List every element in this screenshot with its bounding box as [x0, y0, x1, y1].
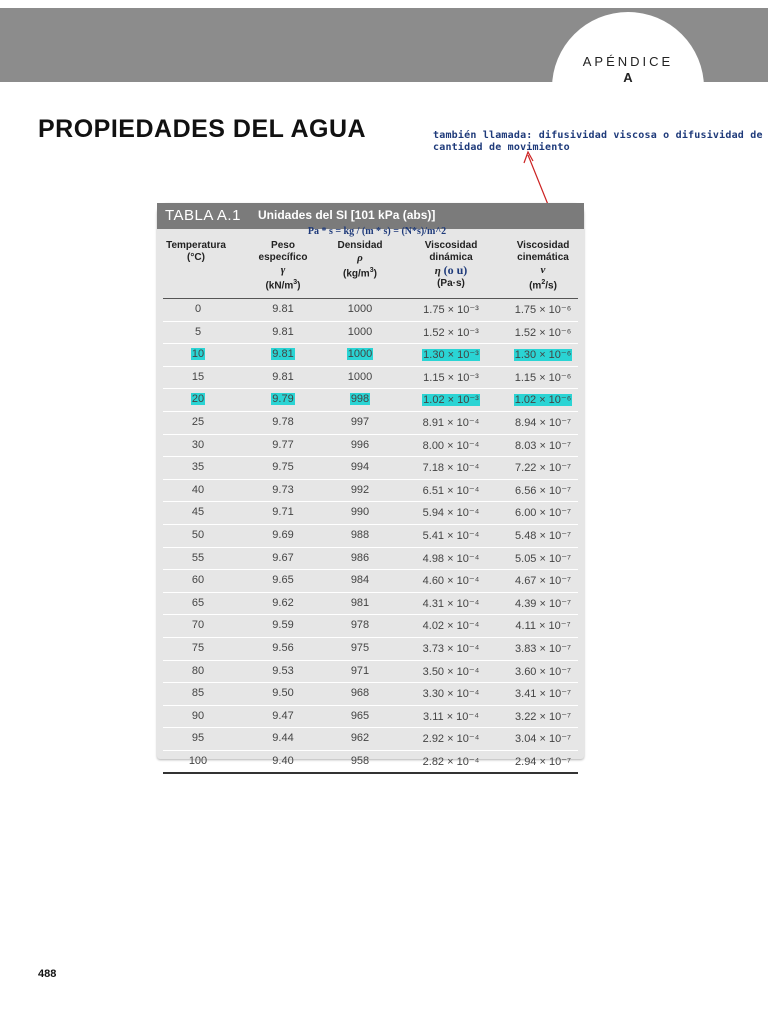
- cell-value: 958: [350, 754, 370, 767]
- table-cell: [243, 552, 323, 564]
- cell-value: 8.91 × 10⁻⁴: [422, 416, 480, 429]
- table-row: [163, 502, 578, 525]
- cell-value: 5.94 × 10⁻⁴: [422, 507, 480, 520]
- cell-value: 997: [350, 415, 370, 428]
- cell-value: 9.59: [272, 619, 294, 632]
- table-cell: [243, 755, 323, 767]
- cell-value: 965: [350, 709, 370, 722]
- table-cell: [163, 348, 233, 360]
- table-cell: [406, 416, 496, 429]
- cell-value: 2.94 × 10⁻⁷: [515, 755, 571, 768]
- cell-value: 9.65: [272, 574, 294, 587]
- cell-value: 1000: [347, 348, 373, 361]
- table-cell: [163, 710, 233, 722]
- table-cell: [320, 326, 400, 338]
- cell-value: 65: [191, 596, 205, 609]
- nu-symbol: ν: [540, 264, 546, 276]
- table-cell: [503, 303, 583, 316]
- cell-value: 80: [191, 664, 205, 677]
- cell-value: 100: [188, 754, 208, 767]
- table-cell: [503, 574, 583, 587]
- cell-value: 1.02 × 10⁻³: [423, 394, 479, 407]
- cell-value: 55: [191, 551, 205, 564]
- cell-value: 45: [191, 506, 205, 519]
- table-row: [163, 480, 578, 503]
- page-title: PROPIEDADES DEL AGUA: [38, 115, 367, 143]
- cell-value: 10: [191, 348, 205, 361]
- table-cell: [320, 461, 400, 473]
- cell-value: 990: [350, 506, 370, 519]
- col-header-peso: Peso específico γ $(kN/m^3)$: [258, 240, 308, 292]
- table-row: [163, 299, 578, 322]
- table-cell: [320, 506, 400, 518]
- page-number: 488: [38, 968, 57, 980]
- cell-value: 3.04 × 10⁻⁷: [515, 733, 571, 746]
- table-cell: [406, 461, 496, 474]
- table-cell: [406, 529, 496, 542]
- table-cell: [503, 506, 583, 519]
- table-cell: [320, 574, 400, 586]
- table-cell: [503, 371, 583, 384]
- table-cell: [503, 597, 583, 610]
- cell-value: 3.22 × 10⁻⁷: [515, 710, 571, 723]
- cell-value: 6.00 × 10⁻⁷: [515, 507, 571, 520]
- table-cell: [243, 687, 323, 699]
- units-formula: Pa * s = kg / (m * s) = (N*s)/m^2: [307, 226, 447, 237]
- gamma-symbol: γ: [280, 264, 286, 276]
- col-header-viscosidad-dinamica: Viscosidad dinámica η (o u) (Pa·s): [424, 240, 478, 289]
- table-cell: [320, 484, 400, 496]
- cell-value: 981: [350, 596, 370, 609]
- cell-value: 50: [191, 528, 205, 541]
- cell-value: 971: [350, 664, 370, 677]
- table-cell: [320, 348, 400, 360]
- table-row: [163, 389, 578, 412]
- cell-value: 6.56 × 10⁻⁷: [515, 484, 571, 497]
- cell-value: 1.15 × 10⁻³: [423, 371, 479, 384]
- table-cell: [163, 303, 233, 315]
- eta-symbol: η: [434, 265, 441, 277]
- cell-value: 1000: [347, 370, 373, 383]
- cell-value: 4.39 × 10⁻⁷: [515, 597, 571, 610]
- table-cell: [320, 552, 400, 564]
- cell-value: 40: [191, 483, 205, 496]
- table-row: [163, 728, 578, 751]
- table-cell: [163, 439, 233, 451]
- cell-value: 7.18 × 10⁻⁴: [422, 462, 480, 475]
- table-row: [163, 593, 578, 616]
- table-cell: [406, 393, 496, 406]
- table-cell: [243, 348, 323, 360]
- cell-value: 30: [191, 438, 205, 451]
- cell-value: 1000: [347, 325, 373, 338]
- table-cell: [243, 393, 323, 405]
- cell-value: 9.78: [272, 415, 294, 428]
- cell-value: 5.48 × 10⁻⁷: [515, 529, 571, 542]
- table-cell: [406, 326, 496, 339]
- table-cell: [406, 348, 496, 361]
- cell-value: 90: [191, 709, 205, 722]
- table-cell: [406, 371, 496, 384]
- table-cell: [406, 597, 496, 610]
- cell-value: 1.30 × 10⁻⁶: [514, 349, 572, 362]
- table-cell: [243, 529, 323, 541]
- cell-value: 8.00 × 10⁻⁴: [422, 439, 480, 452]
- table-cell: [503, 687, 583, 700]
- table-cell: [320, 393, 400, 405]
- cell-value: 994: [350, 461, 370, 474]
- table-cell: [163, 755, 233, 767]
- table-cell: [163, 326, 233, 338]
- cell-value: 986: [350, 551, 370, 564]
- cell-value: 1.02 × 10⁻⁶: [514, 394, 572, 407]
- cell-value: 1.75 × 10⁻³: [423, 304, 479, 316]
- table-cell: [243, 732, 323, 744]
- table-cell: [163, 642, 233, 654]
- table-cell: [320, 303, 400, 315]
- cell-value: 0: [194, 303, 202, 315]
- table-cell: [163, 687, 233, 699]
- table-row: [163, 706, 578, 729]
- cell-value: 5.41 × 10⁻⁴: [422, 529, 480, 542]
- annotation-extra: (o u): [443, 263, 468, 277]
- table-cell: [320, 416, 400, 428]
- cell-value: 4.98 × 10⁻⁴: [422, 552, 480, 565]
- cell-value: 9.53: [272, 664, 294, 677]
- table-row: [163, 344, 578, 367]
- table-cell: [406, 642, 496, 655]
- cell-value: 984: [350, 574, 370, 587]
- cell-value: 3.83 × 10⁻⁷: [515, 642, 571, 655]
- cell-value: 4.11 × 10⁻⁷: [515, 620, 571, 633]
- table-cell: [163, 461, 233, 473]
- table-cell: [320, 665, 400, 677]
- table-cell: [503, 710, 583, 723]
- table-cell: [163, 416, 233, 428]
- cell-value: 968: [350, 687, 370, 700]
- cell-value: 9.67: [272, 551, 294, 564]
- cell-value: 9.56: [272, 641, 294, 654]
- table-cell: [243, 619, 323, 631]
- table-cell: [243, 326, 323, 338]
- table-cell: [503, 484, 583, 497]
- cell-value: 4.60 × 10⁻⁴: [422, 575, 480, 588]
- table-body: [163, 299, 578, 774]
- table-cell: [163, 597, 233, 609]
- cell-value: 9.40: [272, 754, 294, 767]
- table-cell: [406, 303, 496, 316]
- table-cell: [320, 642, 400, 654]
- cell-value: 9.69: [272, 528, 294, 541]
- cell-value: 1.30 × 10⁻³: [423, 349, 479, 362]
- table-cell: [406, 484, 496, 497]
- table-cell: [243, 574, 323, 586]
- table-row: [163, 322, 578, 345]
- cell-value: 9.73: [272, 483, 294, 496]
- cell-value: 95: [191, 732, 205, 745]
- cell-value: 3.41 × 10⁻⁷: [515, 688, 571, 701]
- table-cell: [406, 506, 496, 519]
- cell-value: 8.03 × 10⁻⁷: [515, 439, 571, 452]
- cell-value: 2.92 × 10⁻⁴: [422, 733, 480, 746]
- table-cell: [320, 732, 400, 744]
- table-cell: [163, 732, 233, 744]
- cell-value: 35: [191, 461, 205, 474]
- table-cell: [163, 484, 233, 496]
- table-cell: [320, 529, 400, 541]
- cell-value: 9.81: [272, 303, 294, 315]
- table-cell: [320, 439, 400, 451]
- table-cell: [163, 506, 233, 518]
- table-cell: [163, 574, 233, 586]
- table-cell: [406, 619, 496, 632]
- cell-value: 9.47: [272, 709, 294, 722]
- table-row: [163, 548, 578, 571]
- table-cell: [406, 710, 496, 723]
- appendix-label: APÉNDICE: [582, 54, 674, 69]
- cell-value: 9.81: [272, 370, 294, 383]
- table-cell: [243, 665, 323, 677]
- cell-value: 5.05 × 10⁻⁷: [515, 552, 571, 565]
- table-row: [163, 638, 578, 661]
- table-row: [163, 412, 578, 435]
- annotation-note: también llamada: difusividad viscosa o difusividad de cantidad de movimiento: [433, 130, 763, 153]
- table-cell: [243, 416, 323, 428]
- appendix-letter: A: [623, 70, 633, 85]
- table-row: [163, 683, 578, 706]
- table-cell: [503, 552, 583, 565]
- table-cell: [503, 416, 583, 429]
- table-cell: [503, 732, 583, 745]
- cell-value: 20: [191, 393, 205, 406]
- table-cell: [503, 326, 583, 339]
- rho-symbol: ρ: [357, 252, 363, 264]
- cell-value: 3.30 × 10⁻⁴: [422, 688, 480, 701]
- table-cell: [243, 371, 323, 383]
- table-cell: [406, 665, 496, 678]
- table-cell: [163, 552, 233, 564]
- cell-value: 998: [350, 393, 370, 406]
- cell-value: 6.51 × 10⁻⁴: [422, 484, 480, 497]
- col-header-densidad: Densidad ρ $(kg/m^3)$: [337, 240, 383, 280]
- cell-value: 1.15 × 10⁻⁶: [514, 371, 572, 384]
- table-row: [163, 615, 578, 638]
- table-cell: [320, 710, 400, 722]
- cell-value: 3.73 × 10⁻⁴: [422, 642, 480, 655]
- table-cell: [503, 642, 583, 655]
- cell-value: 1000: [347, 303, 373, 315]
- cell-value: 60: [191, 574, 205, 587]
- table-id: TABLA A.1: [165, 207, 241, 224]
- table-cell: [320, 755, 400, 767]
- cell-value: 85: [191, 687, 205, 700]
- col-header-temperatura: Temperatura (°C): [166, 240, 226, 263]
- table-cell: [163, 619, 233, 631]
- cell-value: 975: [350, 641, 370, 654]
- table-cell: [163, 665, 233, 677]
- cell-value: 9.75: [272, 461, 294, 474]
- table-cell: [320, 687, 400, 699]
- table-cell: [503, 665, 583, 678]
- cell-value: 4.67 × 10⁻⁷: [515, 575, 571, 588]
- cell-value: 3.60 × 10⁻⁷: [515, 665, 571, 678]
- cell-value: 962: [350, 732, 370, 745]
- cell-value: 25: [191, 415, 205, 428]
- table-cell: [503, 529, 583, 542]
- table-row: [163, 367, 578, 390]
- table-cell: [503, 393, 583, 406]
- cell-value: 992: [350, 483, 370, 496]
- cell-value: 9.50: [272, 687, 294, 700]
- table-cell: [243, 710, 323, 722]
- table-row: [163, 751, 578, 775]
- table-row: [163, 570, 578, 593]
- table-cell: [406, 552, 496, 565]
- cell-value: 9.62: [272, 596, 294, 609]
- cell-value: 9.81: [272, 325, 294, 338]
- table-cell: [406, 732, 496, 745]
- table-cell: [503, 348, 583, 361]
- cell-value: 988: [350, 528, 370, 541]
- table-cell: [406, 574, 496, 587]
- table-cell: [406, 687, 496, 700]
- table-cell: [163, 393, 233, 405]
- cell-value: 8.94 × 10⁻⁷: [515, 416, 571, 429]
- table-row: [163, 435, 578, 458]
- cell-value: 9.44: [272, 732, 294, 745]
- table-cell: [320, 597, 400, 609]
- table-cell: [503, 619, 583, 632]
- cell-value: 70: [191, 619, 205, 632]
- table-cell: [243, 439, 323, 451]
- cell-value: 75: [191, 641, 205, 654]
- table-cell: [406, 755, 496, 768]
- table-title: Unidades del SI [101 kPa (abs)]: [258, 208, 436, 222]
- cell-value: 9.77: [272, 438, 294, 451]
- table-cell: [503, 461, 583, 474]
- cell-value: 2.82 × 10⁻⁴: [422, 755, 480, 768]
- table-cell: [243, 303, 323, 315]
- table-cell: [320, 371, 400, 383]
- cell-value: 9.71: [272, 506, 294, 519]
- cell-value: 15: [191, 370, 205, 383]
- cell-value: 5: [194, 325, 202, 338]
- cell-value: 9.81: [272, 348, 294, 361]
- cell-value: 4.02 × 10⁻⁴: [422, 620, 480, 633]
- table-cell: [243, 484, 323, 496]
- property-table: [157, 203, 584, 768]
- cell-value: 1.75 × 10⁻⁶: [514, 304, 572, 316]
- cell-value: 4.31 × 10⁻⁴: [422, 597, 480, 610]
- col-header-viscosidad-cinematica: Viscosidad cinemática ν $(m^2/s)$: [516, 240, 570, 292]
- table-cell: [243, 461, 323, 473]
- cell-value: 9.79: [272, 393, 294, 406]
- table-row: [163, 661, 578, 684]
- table-cell: [163, 371, 233, 383]
- table-cell: [320, 619, 400, 631]
- cell-value: 1.52 × 10⁻³: [423, 326, 479, 339]
- table-cell: [503, 439, 583, 452]
- table-row: [163, 525, 578, 548]
- table-row: [163, 457, 578, 480]
- cell-value: 978: [350, 619, 370, 632]
- table-cell: [243, 597, 323, 609]
- cell-value: 996: [350, 438, 370, 451]
- cell-value: 3.50 × 10⁻⁴: [422, 665, 480, 678]
- table-cell: [243, 506, 323, 518]
- table-cell: [406, 439, 496, 452]
- cell-value: 7.22 × 10⁻⁷: [515, 462, 571, 475]
- cell-value: 1.52 × 10⁻⁶: [514, 326, 572, 339]
- cell-value: 3.11 × 10⁻⁴: [423, 710, 479, 723]
- table-cell: [163, 529, 233, 541]
- table-cell: [243, 642, 323, 654]
- table-cell: [503, 755, 583, 768]
